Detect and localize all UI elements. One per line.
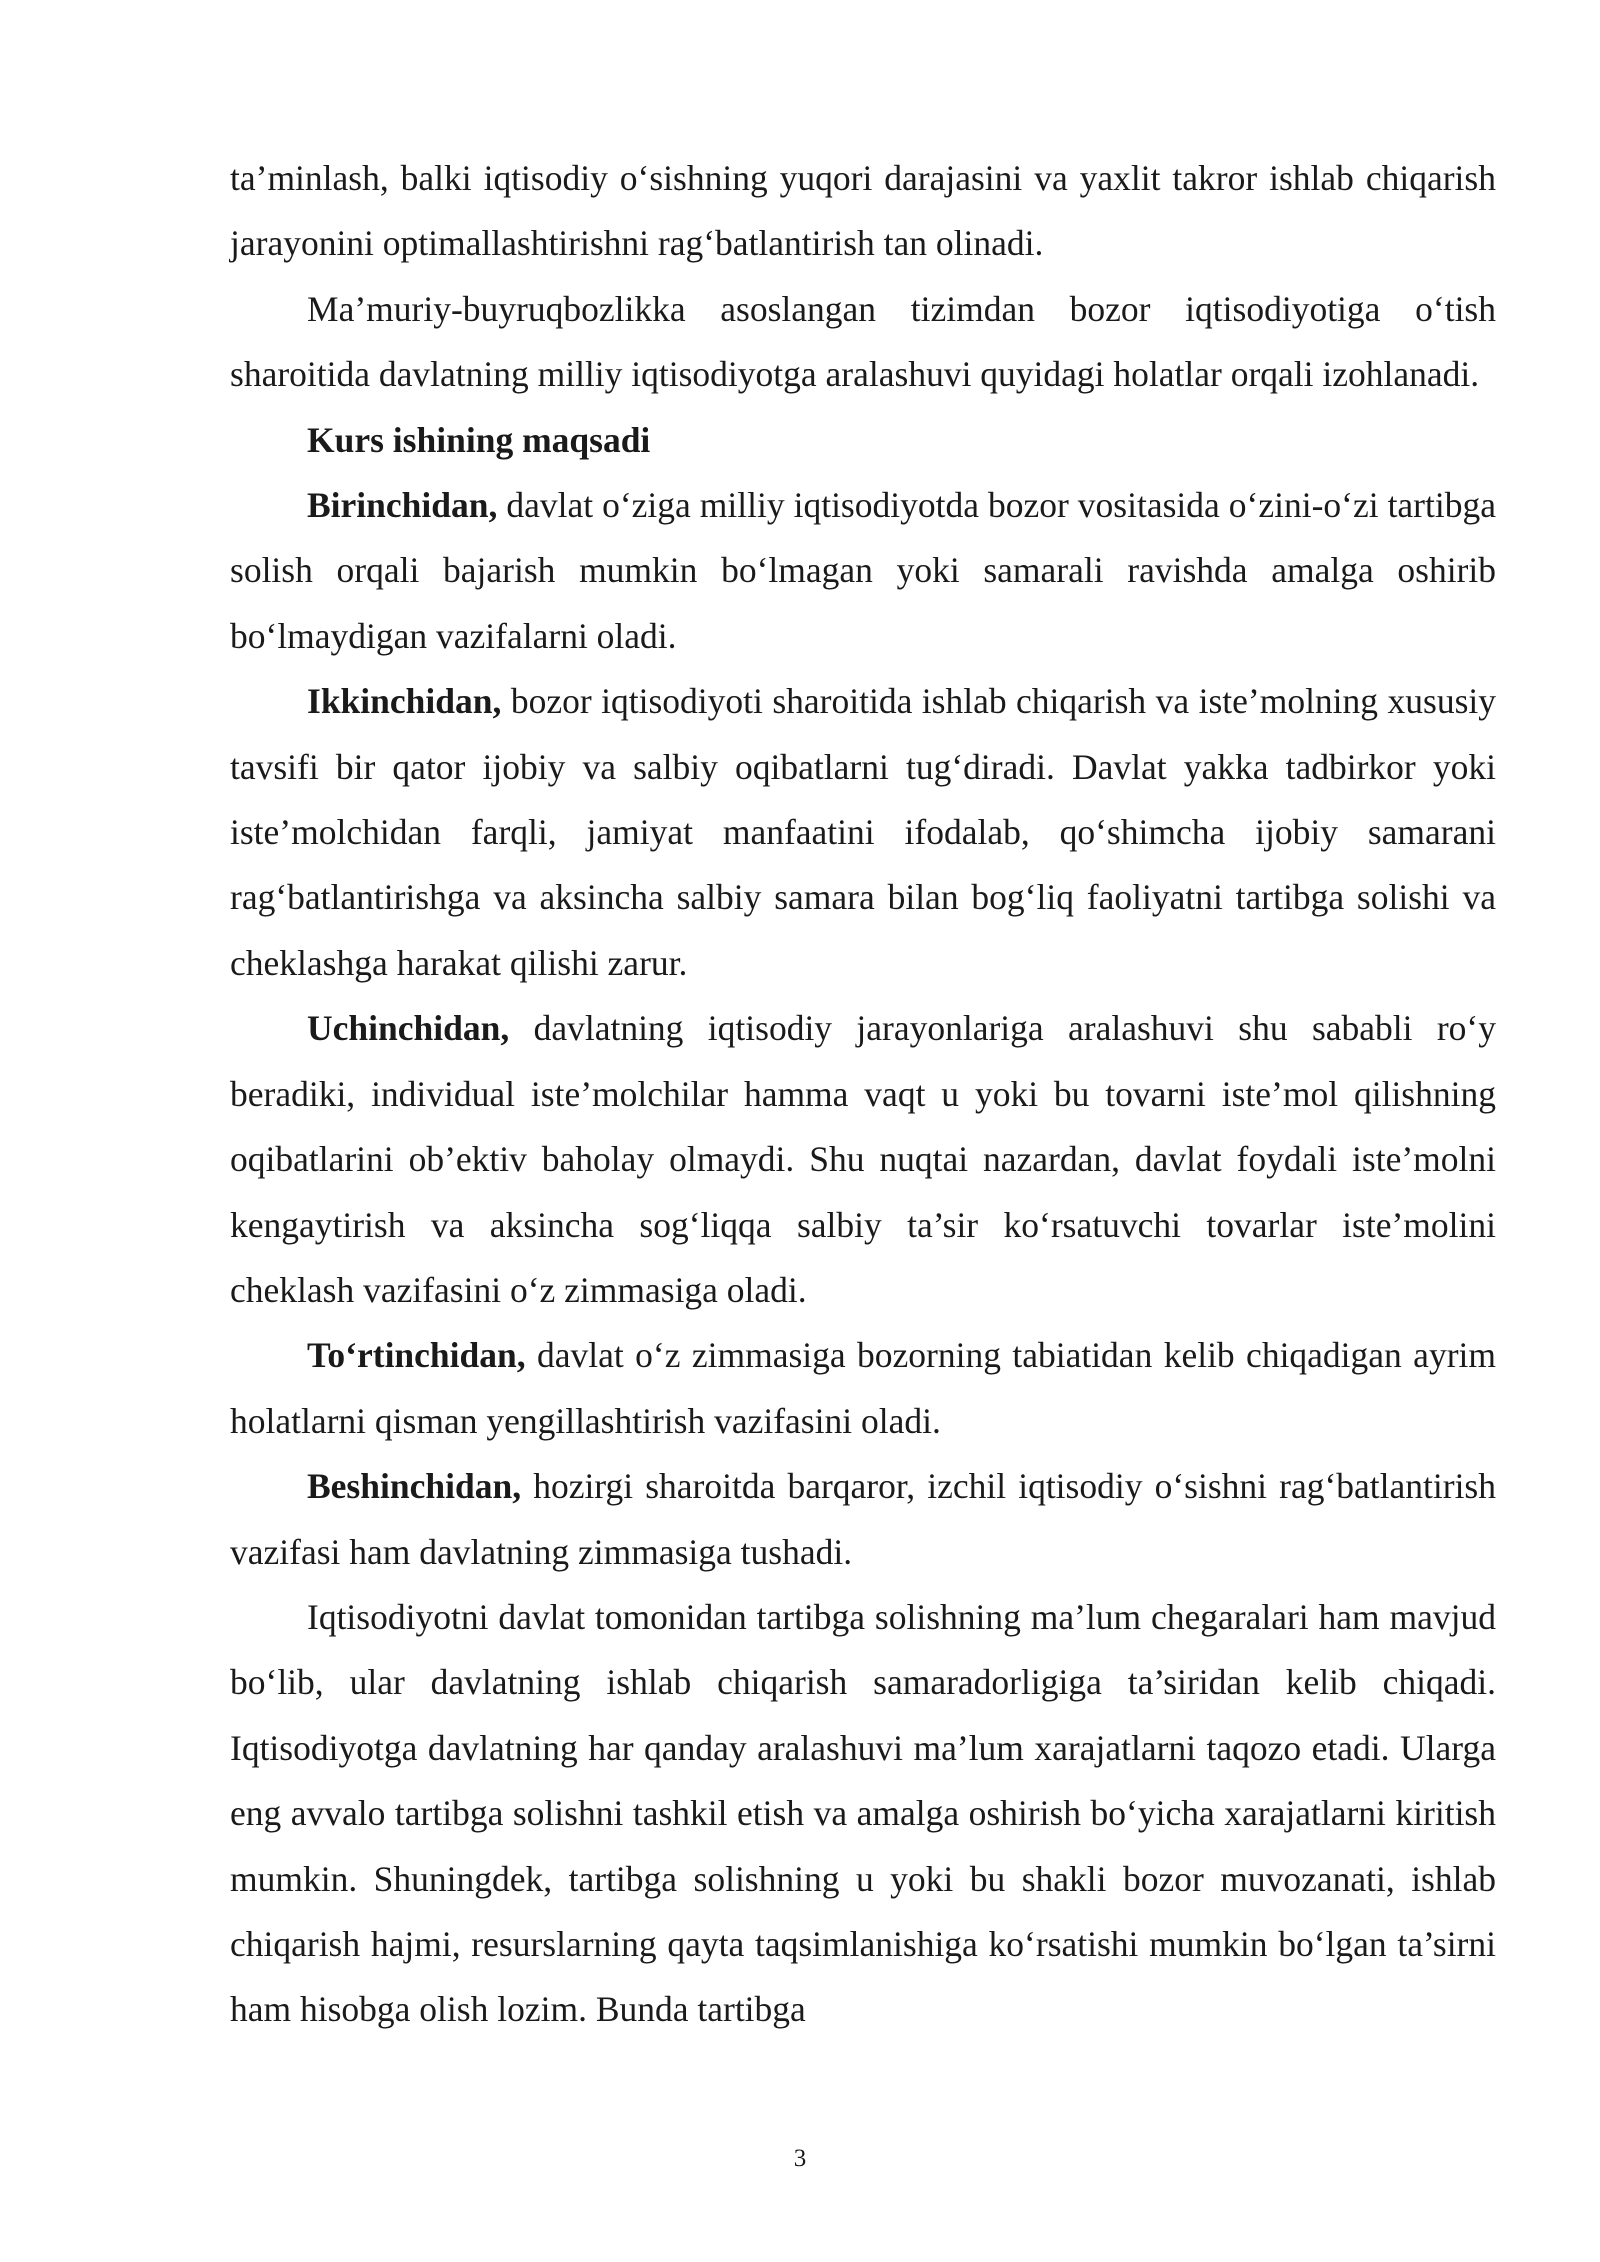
paragraph-limits <box>230 1585 1496 2043</box>
paragraph-third-reason <box>230 996 1496 1323</box>
paragraph-text: davlatning iqtisodiy jarayonlariga aralashuvi shu sababli ro‘y beradiki, individual iste’molchilar hamma vaqt u yoki bu tovarni iste’mol qilishning oqibatlarini ob’ektiv baholay olmaydi. Shu nuqtai nazardan, davlat foydali iste’molni kengaytirish va aksincha sog‘liqqa salbiy ta’sir ko‘rsatuvchi tovarlar iste’molini cheklash vazifasini o‘z zimmasiga oladi. <box>230 1008 1496 1310</box>
paragraph-lead: Beshinchidan, <box>307 1466 522 1507</box>
paragraph-first-reason <box>230 473 1496 669</box>
paragraph-intro-continuation <box>230 146 1496 277</box>
paragraph-text: hozirgi sharoitda barqaror, izchil iqtisodiy o‘sishni rag‘batlantirish vazifasi ham davlatning zimmasiga tushadi. <box>230 1466 1496 1572</box>
paragraph-text: Ma’muriy-buyruqbozlikka asoslangan tizimdan bozor iqtisodiyotiga o‘tish sharoitida davlatning milliy iqtisodiyotga aralashuvi quyidagi holatlar orqali izohlanadi. <box>230 288 1496 395</box>
paragraph-text: bozor iqtisodiyoti sharoitida ishlab chiqarish va iste’molning xususiy tavsifi bir qator ijobiy va salbiy oqibatlarni tug‘diradi. Davlat yakka tadbirkor yoki iste’molchidan farqli, jamiyat manfaatini ifodalab, qo‘shimcha ijobiy samarani rag‘batlantirishga va aksincha salbiy samara bilan bog‘liq faoliyatni tartibga solishi va cheklashga harakat qilishi zarur. <box>230 681 1496 983</box>
paragraph-text: davlat o‘ziga milliy iqtisodiyotda bozor vositasida o‘zini-o‘zi tartibga solish orqali bajarish mumkin bo‘lmagan yoki samarali ravishda amalga oshirib bo‘lmaydigan vazifalarni oladi. <box>230 485 1496 656</box>
heading-text: Kurs ishining maqsadi <box>307 419 651 460</box>
paragraph-lead: Ikkinchidan, <box>307 681 502 722</box>
paragraph-transition <box>230 277 1496 408</box>
paragraph-lead: To‘rtinchidan, <box>307 1335 526 1376</box>
paragraph-fourth-reason <box>230 1323 1496 1454</box>
paragraph-second-reason <box>230 669 1496 996</box>
paragraph-text: ta’minlash, balki iqtisodiy o‘sishning yuqori darajasini va yaxlit takror ishlab chiqarish jarayonini optimallashtirishni rag‘batlantirish tan olinadi. <box>230 158 1496 264</box>
paragraph-lead: Birinchidan, <box>307 485 498 526</box>
section-heading <box>230 408 1496 473</box>
document-page <box>230 146 1496 2043</box>
page-number: 3 <box>793 2145 807 2172</box>
paragraph-fifth-reason <box>230 1454 1496 1585</box>
paragraph-lead: Uchinchidan, <box>307 1008 510 1049</box>
paragraph-text: davlat o‘z zimmasiga bozorning tabiatidan kelib chiqadigan ayrim holatlarni qisman yengillashtirish vazifasini oladi. <box>230 1335 1496 1441</box>
paragraph-text: Iqtisodiyotni davlat tomonidan tartibga solishning ma’lum chegaralari ham mavjud bo‘lib, ular davlatning ishlab chiqarish samaradorligiga ta’siridan kelib chiqadi. Iqtisodiyotga davlatning har qanday aralashuvi ma’lum xarajatlarni taqozo etadi. Ularga eng avvalo tartibga solishni tashkil etish va amalga oshirish bo‘yicha xarajatlarni kiritish mumkin. Shuningdek, tartibga solishning u yoki bu shakli bozor muvozanati, ishlab chiqarish hajmi, resurslarning qayta taqsimlanishiga ko‘rsatishi mumkin bo‘lgan ta’sirni ham hisobga olish lozim. Bunda tartibga <box>230 1596 1496 2030</box>
